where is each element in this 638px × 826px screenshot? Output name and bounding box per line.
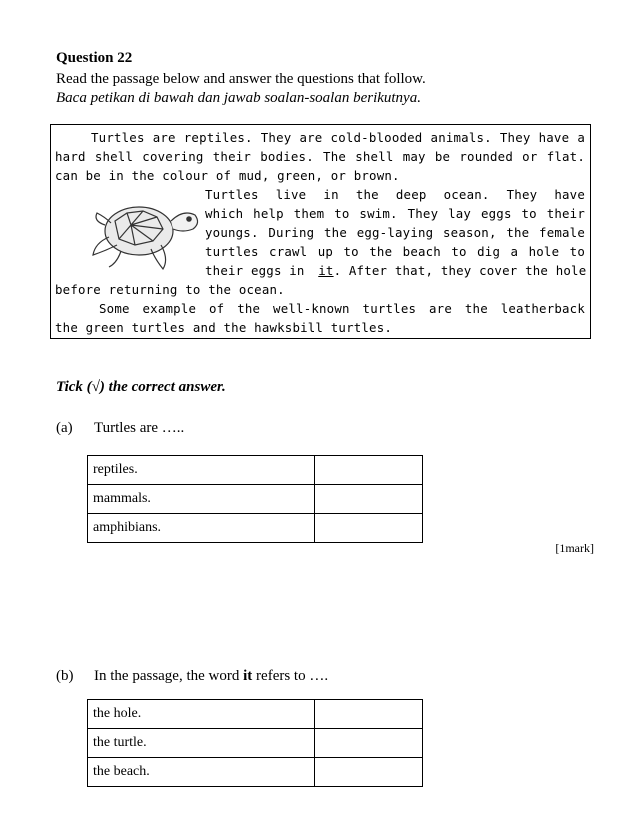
passage-line: the green turtles and the hawksbill turtles. bbox=[55, 320, 393, 335]
passage-box bbox=[50, 124, 591, 339]
passage-line: hard shell covering their bodies. The shell may be rounded or flat. bbox=[55, 149, 585, 164]
option-row bbox=[88, 700, 423, 729]
prompt-word-it: it bbox=[243, 668, 253, 684]
tick-box[interactable] bbox=[315, 729, 423, 758]
marks-label: [1mark] bbox=[555, 541, 594, 555]
passage-line: before returning to the ocean. bbox=[55, 282, 285, 297]
option-label: mammals. bbox=[88, 485, 315, 514]
option-label: the hole. bbox=[88, 700, 315, 729]
question-a-letter: (a) bbox=[56, 420, 73, 436]
passage-line: youngs. During the egg-laying season, the female bbox=[205, 225, 585, 240]
prompt-text: refers to …. bbox=[256, 668, 329, 684]
tick-box[interactable] bbox=[315, 758, 423, 787]
question-b-prompt bbox=[94, 668, 328, 685]
option-label: amphibians. bbox=[88, 514, 315, 543]
turtle-illustration-icon bbox=[91, 193, 203, 273]
instruction-malay: Baca petikan di bawah dan jawab soalan-soalan berikutnya. bbox=[56, 90, 421, 106]
option-row bbox=[88, 485, 423, 514]
tick-box[interactable] bbox=[315, 700, 423, 729]
option-row bbox=[88, 729, 423, 758]
option-label: reptiles. bbox=[88, 456, 315, 485]
passage-line: can be in the colour of mud, green, or brown. bbox=[55, 168, 400, 183]
option-row bbox=[88, 514, 423, 543]
passage-text: their eggs in bbox=[205, 263, 305, 278]
instruction-english: Read the passage below and answer the questions that follow. bbox=[56, 71, 426, 87]
prompt-text: In the passage, the word bbox=[94, 668, 240, 684]
tick-box[interactable] bbox=[315, 485, 423, 514]
tick-box[interactable] bbox=[315, 514, 423, 543]
tick-box[interactable] bbox=[315, 456, 423, 485]
option-row bbox=[88, 758, 423, 787]
passage-line: Some example of the well-known turtles are the leatherback bbox=[99, 301, 585, 316]
passage-line-with-it bbox=[205, 261, 585, 280]
option-row bbox=[88, 456, 423, 485]
passage-line: Turtles are reptiles. They are cold-blooded animals. They have a bbox=[91, 130, 585, 145]
tick-instruction: Tick (√) the correct answer. bbox=[56, 379, 226, 395]
passage-line: turtles crawl up to the beach to dig a hole to bbox=[205, 244, 585, 259]
question-b-options-table bbox=[87, 699, 423, 787]
question-a-prompt: Turtles are ….. bbox=[94, 420, 185, 436]
passage-text: . After that, they cover the hole bbox=[333, 263, 587, 278]
option-label: the turtle. bbox=[88, 729, 315, 758]
passage-line: Turtles live in the deep ocean. They have bbox=[205, 187, 585, 202]
option-label: the beach. bbox=[88, 758, 315, 787]
passage-line: which help them to swim. They lay eggs to their bbox=[205, 206, 585, 221]
question-b-letter: (b) bbox=[56, 668, 74, 684]
question-heading: Question 22 bbox=[56, 50, 133, 66]
question-a-options-table bbox=[87, 455, 423, 543]
underlined-word-it: it bbox=[318, 263, 334, 278]
